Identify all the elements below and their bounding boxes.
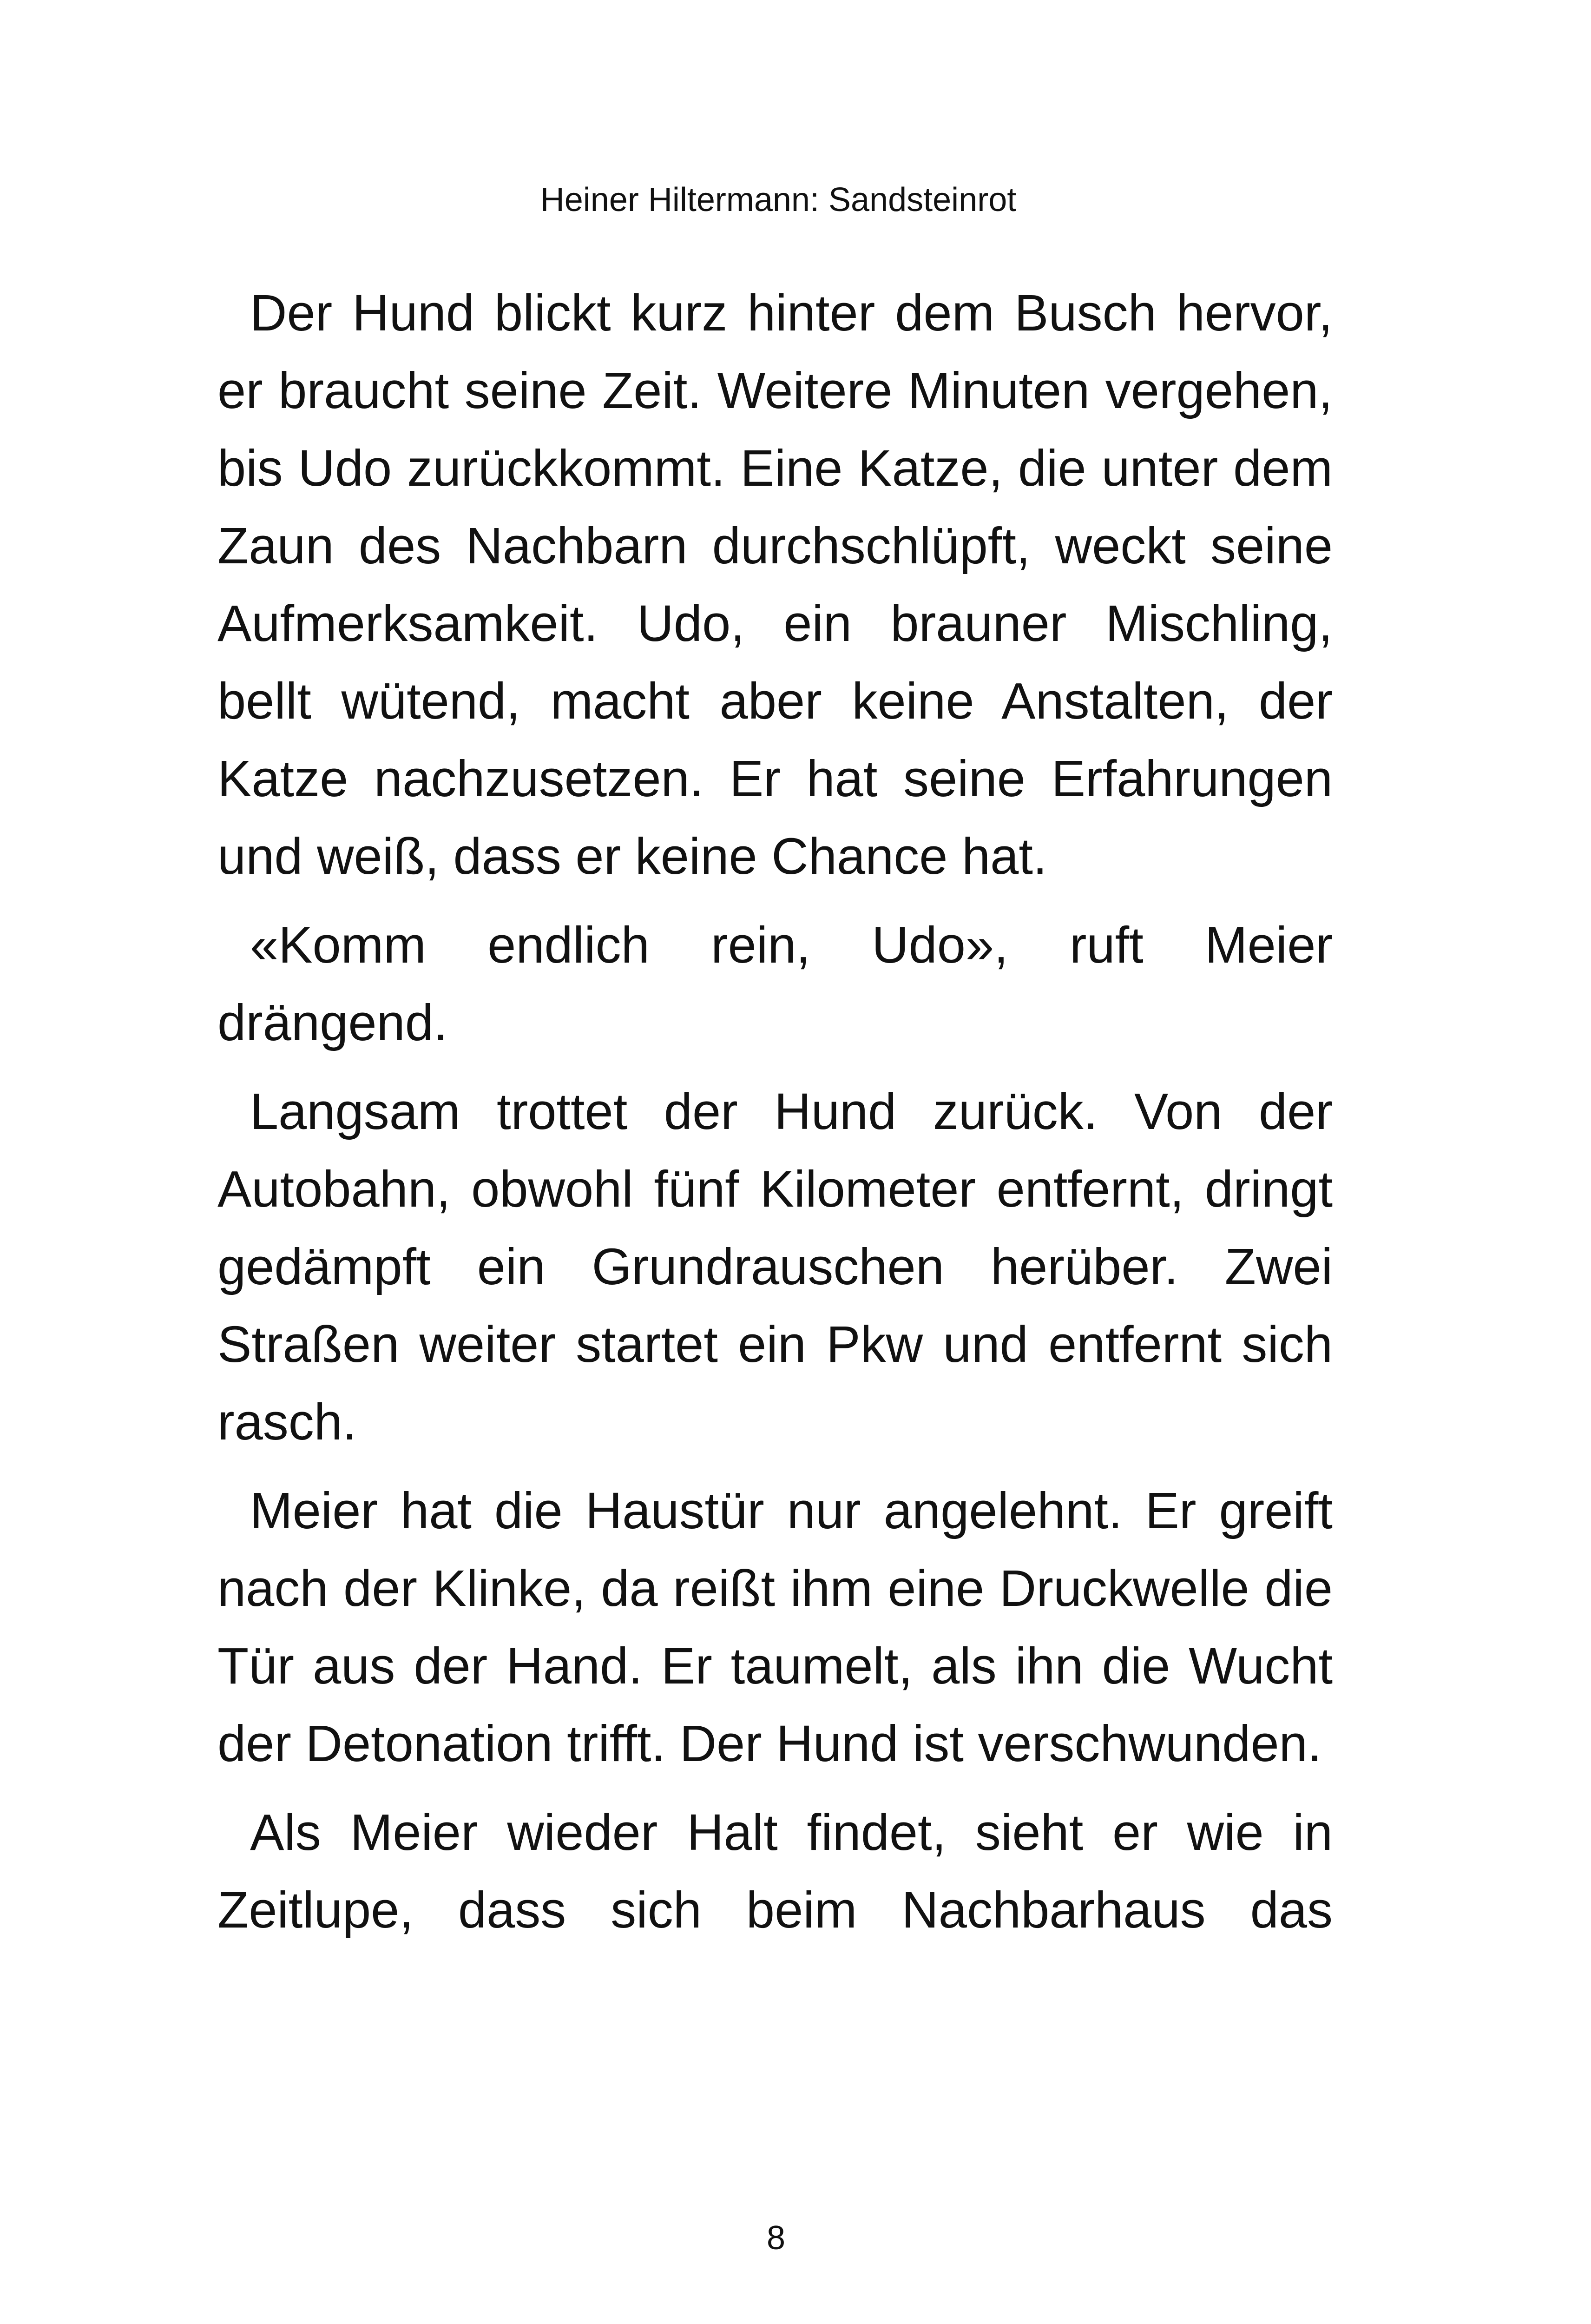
paragraph: Meier hat die Haustür nur angelehnt. Er greift nach der Klinke, da reißt ihm eine Druckwelle die Tür aus der Hand. Er taumelt, als ihn die Wucht der Detonation trifft. Der Hund ist verschwunden. [217, 1482, 1333, 1772]
body-text [217, 274, 1333, 1960]
page-number: 8 [766, 2219, 786, 2257]
paragraph: Der Hund blickt kurz hinter dem Busch hervor, er braucht seine Zeit. Weitere Minuten vergehen, bis Udo zurückkommt. Eine Katze, die unter dem Zaun des Nachbarn durchschlüpft, weckt seine Aufmerksamkeit. Udo, ein brauner Mischling, bellt wütend, macht aber keine Anstalten, der Katze nachzusetzen. Er hat seine Erfahrungen und weiß, dass er keine Chance hat. [217, 284, 1333, 885]
running-header: Heiner Hiltermann: Sandsteinrot [540, 181, 1017, 218]
paragraph: Als Meier wieder Halt findet, sieht er wie in Zeitlupe, dass sich beim Nachbarhaus das [217, 1804, 1333, 1939]
paragraph: «Komm endlich rein, Udo», ruft Meier drängend. [217, 917, 1333, 1051]
paragraph: Langsam trottet der Hund zurück. Von der Autobahn, obwohl fünf Kilometer entfernt, dringt gedämpft ein Grundrauschen herüber. Zwei Straßen weiter startet ein Pkw und entfernt sich rasch. [217, 1083, 1333, 1451]
